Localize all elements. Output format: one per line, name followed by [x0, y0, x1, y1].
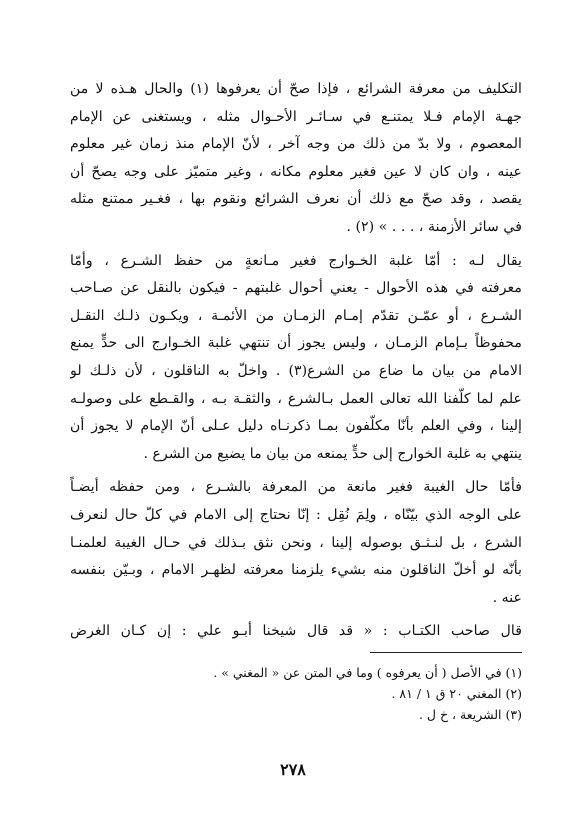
text-line: فأمّا حال الغيبة فغير مانعة من المعرفة بالشـرع ، ومن حفظه أيضـاً	[70, 479, 522, 496]
text-line: عينه ، وان كان لا عين فغير معلوم مكانه ، وغير متميّز على وجه يصحّ أن	[70, 163, 522, 180]
footnote-3: (٣) الشريعة ، خ ل .	[418, 707, 522, 722]
text-line: علم لما كلّفنا الله تعالى العمل بـالشرع ، والثقـة بـه ، والقـطع على وصولـه	[70, 390, 522, 407]
footnote-list	[70, 662, 522, 725]
text-line: التكليف من معرفة الشرائع ، فإذا صحّ أن يعرفوها (١) والحال هـذه لا من	[70, 81, 522, 97]
text-line: على الوجه الذي بيّنّاه ، ولِمَ نُقِل : إنّا نحتاج إلى الامام في كلّ حال لنعرف	[70, 506, 522, 523]
text-line: الشرع ، بل لنـثـق بوصوله إلينا ، ونحن نثق بـذلك في حـال الغيبة لعلمنـا	[70, 534, 522, 551]
footnote-1: (١) في الأصل ( أن يعرفوه ) وما في المتن عن « المغني » .	[213, 665, 522, 680]
text-line: ينتهي به غلبة الخوارج إلى حدٍّ يمنعه من بيان ما يضيع من الشرع .	[143, 445, 522, 462]
paragraph-3	[70, 474, 522, 612]
text-line: يقال لـه : أمّا غلبة الخـوارج فغير مـانعةٍ من حفظ الشـرع ، وأمّا	[70, 252, 522, 269]
text-line: قال صاحب الكتـاب : « قد قال شيخنا أبـو علي : إن كـان الغرض	[70, 623, 522, 640]
text-line: محفوظاً بـإمام الزمـان ، وليس يجوز أن تنتهي غلبة الخـوارج الى حدٍّ يمنع	[70, 335, 522, 352]
page-number: ٢٧٨	[280, 760, 306, 779]
footnote-divider	[370, 652, 522, 653]
text-line: يقصد ، وقد صحّ مع ذلك أن نعرف الشرائع ونقوم بها ، فغـير ممتنع مثله	[70, 191, 522, 208]
text-line: عنه .	[492, 589, 522, 606]
text-line: جهـة الإمام فـلا يمتنـع في سـائـر الأحـوال مثله ، ويستغنى عن الإمام	[70, 108, 522, 125]
text-line: الامام من بيان ما ضاع من الشرع(٣) . واخلّ به الناقلون ، لأن ذلـك لو	[70, 362, 522, 379]
text-line: معرفته في هذه الأحوال - يعني أحوال غلبتهم - فيكون بالنقل عن صـاحب	[70, 280, 522, 297]
text-line: الشـرع ، أو عمّـن تقدّم إمـام الزمـان من الأئمـة ، ويكـون ذلـك النقـل	[70, 307, 522, 324]
text-line: في سائر الأزمنة ، . . . » (٢) .	[346, 218, 522, 235]
paragraph-4	[70, 618, 522, 646]
text-line: بأنّه لو أخلّ الناقلون منه بشيء يلزمنا معرفته لظهـر الامام ، وبـيّن بنفسه	[70, 562, 522, 579]
footnote-2: (٢) المغني ٢٠ ق ١ / ٨١ .	[391, 686, 522, 701]
text-line: إلينا ، وفي العلم بأنّا مكلّفون بمـا ذكرنـاه دليل عـلى أنّ الإمام لا يجوز أن	[70, 418, 522, 435]
paragraph-2	[70, 248, 522, 469]
main-text	[70, 76, 522, 646]
text-line: المعصوم ، ولا بدّ من ذلك من وجه آخر ، لأنّ الإمام منذ زمان غير معلوم	[70, 136, 522, 153]
paragraph-1	[70, 76, 522, 242]
